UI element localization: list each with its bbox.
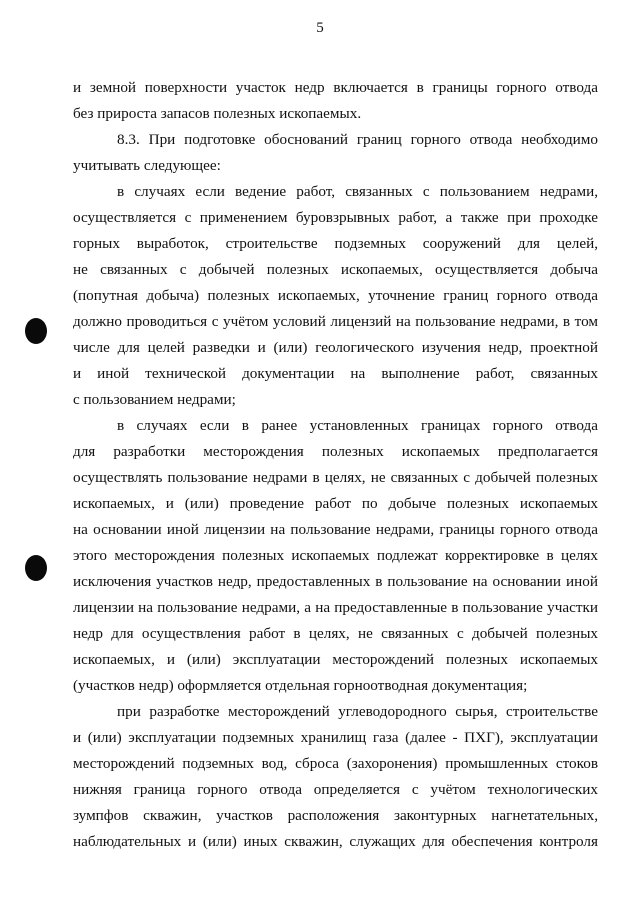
- text-line: и земной поверхности участок недр включается в границы горного отвода: [73, 79, 598, 96]
- text-line: числе для целей разведки и (или) геологического изучения недр, проектной: [73, 339, 598, 356]
- paragraph: [73, 127, 598, 179]
- text-line: на основании иной лицензии на пользование недрами, границы горного отвода: [73, 521, 598, 538]
- page-number: 5: [316, 20, 324, 36]
- text-line: этого месторождения полезных ископаемых подлежат корректировке в целях: [73, 547, 598, 564]
- paragraph: [73, 179, 598, 413]
- text-line: не связанных с добычей полезных ископаемых, осуществляется добыча: [73, 261, 598, 278]
- text-line: месторождений подземных вод, сброса (захоронения) промышленных стоков: [73, 755, 598, 772]
- text-line: в случаях если ведение работ, связанных с пользованием недрами,: [117, 183, 598, 200]
- text-line: недр для осуществления работ в целях, не связанных с добычей полезных: [73, 625, 598, 642]
- binder-hole-top: [25, 318, 47, 344]
- text-line: для разработки месторождения полезных ископаемых предполагается: [73, 443, 598, 460]
- text-line: зумпфов скважин, участков расположения законтурных нагнетательных,: [73, 807, 598, 824]
- text-line: должно проводиться с учётом условий лицензий на пользование недрами, в том: [73, 313, 598, 330]
- text-line: (попутная добыча) полезных ископаемых, уточнение границ горного отвода: [73, 287, 598, 304]
- text-line: и (или) эксплуатации подземных хранилищ газа (далее - ПХГ), эксплуатации: [73, 729, 598, 746]
- text-line: наблюдательных и (или) иных скважин, служащих для обеспечения контроля: [73, 833, 598, 850]
- text-line: ископаемых, и (или) эксплуатации месторождений полезных ископаемых: [73, 651, 598, 668]
- paragraph: [73, 413, 598, 699]
- text-line: осуществлять пользование недрами в целях, не связанных с добычей полезных: [73, 469, 598, 486]
- text-line: горных выработок, строительстве подземных сооружений для целей,: [73, 235, 598, 252]
- text-line: без прироста запасов полезных ископаемых.: [73, 105, 362, 122]
- text-line: (участков недр) оформляется отдельная горноотводная документация;: [73, 677, 528, 694]
- text-line: с пользованием недрами;: [73, 391, 236, 408]
- text-line: осуществляется с применением буровзрывных работ, а также при проходке: [73, 209, 598, 226]
- text-line: учитывать следующее:: [73, 157, 221, 174]
- text-line: исключения участков недр, предоставленных в пользование на основании иной: [73, 573, 598, 590]
- text-line: в случаях если в ранее установленных границах горного отвода: [117, 417, 598, 434]
- text-line: 8.3. При подготовке обоснований границ горного отвода необходимо: [117, 131, 598, 148]
- text-line: нижняя граница горного отвода определяется с учётом технологических: [73, 781, 598, 798]
- binder-hole-bottom: [25, 555, 47, 581]
- document-body: [73, 75, 598, 855]
- text-line: лицензии на пользование недрами, а на предоставленные в пользование участки: [73, 599, 598, 616]
- text-line: ископаемых, и (или) проведение работ по добыче полезных ископаемых: [73, 495, 598, 512]
- text-line: и иной технической документации на выполнение работ, связанных: [73, 365, 598, 382]
- paragraph: [73, 699, 598, 855]
- text-line: при разработке месторождений углеводородного сырья, строительстве: [117, 703, 598, 720]
- paragraph: [73, 75, 598, 127]
